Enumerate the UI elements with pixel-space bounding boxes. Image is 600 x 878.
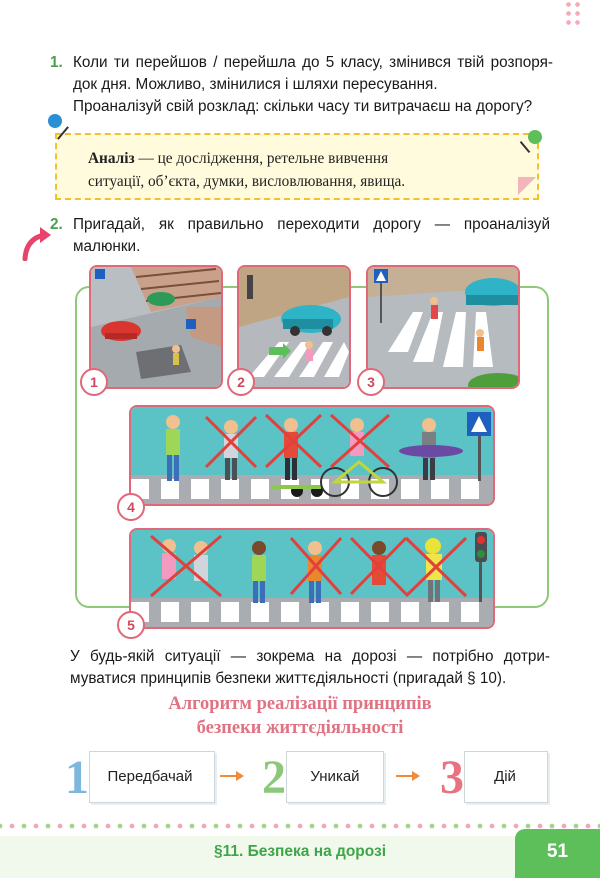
pin-icon-right [528, 130, 542, 144]
question-2-text [73, 214, 550, 258]
pin-icon-left [48, 114, 62, 128]
illustration-1 [89, 265, 223, 389]
definition-line-1: — це дослідження, ретельне вивчення [134, 150, 389, 167]
question-1-text [73, 52, 553, 118]
definition-term: Аналіз [88, 150, 135, 167]
question-1-line-3: Проаналізуй свій розклад: скільки часу ти витрачаєш на дорогу? [73, 98, 533, 115]
chapter-title: §11. Безпека на дорозі [213, 843, 387, 860]
illustration-2 [237, 265, 351, 389]
step-number: 1 [65, 751, 89, 804]
question-1-line-2: док дня. Можливо, змінилися і шляхи пересування. [73, 76, 438, 93]
footer-dots-divider [0, 823, 600, 829]
body-line-2: муватися принципів безпеки життєдіяльності (пригадай § 10). [70, 670, 507, 687]
question-2-line-1: Пригадай, як правильно переходити дорогу — проаналізуй [73, 216, 550, 233]
definition-text [88, 147, 468, 193]
illustration-badge: 5 [117, 611, 145, 639]
step-number: 3 [440, 751, 464, 804]
step-label: Дій [494, 768, 516, 785]
arrow-head-icon [236, 771, 244, 781]
question-number: 1. [50, 54, 63, 71]
illustration-badge: 4 [117, 493, 145, 521]
illustration-5 [129, 528, 495, 629]
illustration-4 [129, 405, 495, 506]
algorithm-title-line-2: безпеки життєдіяльності [196, 718, 404, 738]
question-number: 2. [50, 216, 63, 233]
arrow-head-icon [412, 771, 420, 781]
step-label: Уникай [310, 768, 360, 785]
illustration-3 [366, 265, 520, 389]
page-number: 51 [515, 829, 600, 878]
step-label: Передбачай [107, 768, 193, 785]
body-paragraph [70, 646, 550, 690]
illustration-badge: 3 [357, 368, 385, 396]
curved-arrow-icon [22, 225, 52, 266]
question-2 [50, 214, 63, 236]
body-line-1: У будь-якій ситуації — зокрема на дорозі — потрібно дотри- [70, 648, 550, 665]
illustration-badge: 1 [80, 368, 108, 396]
corner-dots-decoration [564, 0, 582, 28]
definition-line-2: ситуації, об’єкта, думки, висловлювання, явища. [88, 173, 406, 190]
question-1-line-1: Коли ти перейшов / перейшла до 5 класу, змінився твій розпоря- [73, 54, 553, 71]
question-2-line-2: малюнки. [73, 238, 141, 255]
algorithm-title-line-1: Алгоритм реалізації принципів [168, 694, 432, 714]
step-number: 2 [262, 751, 286, 804]
illustration-badge: 2 [227, 368, 255, 396]
